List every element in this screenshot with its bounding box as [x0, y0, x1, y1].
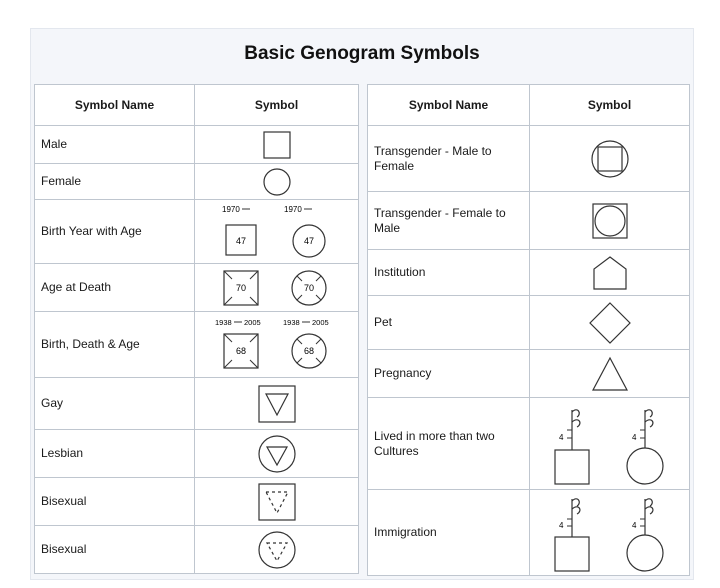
male-multiple-cultures-symbol — [555, 409, 589, 483]
table-header-row — [368, 85, 690, 126]
birth-year-label: 1970 — [221, 204, 240, 214]
symbol-name: Gay — [35, 378, 195, 430]
transgender-male-to-female-symbol — [590, 139, 630, 179]
symbol-name: Transgender - Male to Female — [368, 126, 530, 192]
table-header-row — [35, 85, 359, 126]
age-at-death-symbols — [202, 268, 352, 308]
male-birth-year-age-symbol — [222, 205, 256, 255]
female-multiple-cultures-symbol — [627, 409, 663, 483]
table-row — [35, 430, 359, 478]
column-header-symbol: Symbol — [195, 85, 359, 126]
male-deceased-symbol — [224, 271, 258, 305]
death-year-label: 2005 — [311, 317, 329, 327]
age-label: 68 — [303, 345, 314, 356]
table-row — [368, 296, 690, 350]
male-immigration-symbol — [555, 498, 589, 570]
symbol-name: Bisexual — [35, 526, 195, 574]
table-row — [368, 490, 690, 576]
table-row — [35, 264, 359, 312]
age-label: 70 — [235, 282, 246, 293]
bisexual-male-symbol — [257, 482, 297, 522]
culture-count-label: 4 — [558, 432, 563, 442]
table-row — [35, 126, 359, 164]
age-label: 70 — [303, 282, 314, 293]
male-birth-death-age-symbol — [215, 318, 261, 368]
symbol-name: Immigration — [368, 490, 530, 576]
table-row — [35, 312, 359, 378]
table-row — [368, 250, 690, 296]
age-label: 47 — [303, 235, 314, 246]
lesbian-symbol — [257, 434, 297, 474]
pregnancy-triangle-symbol — [590, 355, 630, 393]
death-year-label: 2005 — [243, 317, 261, 327]
symbol-name: Birth Year with Age — [35, 200, 195, 264]
column-header-symbol-name: Symbol Name — [35, 85, 195, 126]
table-row — [368, 398, 690, 490]
female-birth-year-age-symbol — [284, 205, 325, 257]
birth-year-label: 1970 — [283, 204, 302, 214]
culture-count-label: 4 — [631, 432, 636, 442]
symbol-name: Institution — [368, 250, 530, 296]
immigration-symbols — [535, 493, 685, 573]
table-row — [35, 200, 359, 264]
male-square-symbol — [262, 130, 292, 160]
table-row — [35, 526, 359, 574]
birth-year-label: 1938 — [214, 317, 232, 327]
female-birth-death-age-symbol — [283, 318, 329, 368]
table-row — [368, 126, 690, 192]
symbol-name: Lesbian — [35, 430, 195, 478]
table-row — [35, 478, 359, 526]
symbol-name: Age at Death — [35, 264, 195, 312]
pet-diamond-symbol — [588, 301, 632, 345]
age-label: 47 — [235, 235, 246, 246]
immigration-count-label: 4 — [558, 520, 563, 530]
left-symbol-table — [34, 84, 359, 574]
symbol-name: Birth, Death & Age — [35, 312, 195, 378]
female-deceased-symbol — [292, 271, 326, 305]
column-header-symbol-name: Symbol Name — [368, 85, 530, 126]
birth-death-age-symbols — [202, 316, 352, 374]
bisexual-female-symbol — [257, 530, 297, 570]
female-circle-symbol — [262, 167, 292, 197]
symbol-name: Transgender - Female to Male — [368, 192, 530, 250]
column-header-symbol: Symbol — [530, 85, 690, 126]
table-row — [35, 164, 359, 200]
transgender-female-to-male-symbol — [590, 201, 630, 241]
institution-pentagon-symbol — [590, 253, 630, 293]
symbol-name: Pet — [368, 296, 530, 350]
table-row — [368, 192, 690, 250]
birth-year-label: 1938 — [282, 317, 300, 327]
birth-year-age-symbols — [202, 203, 352, 261]
lived-in-multiple-cultures-symbols — [535, 402, 685, 486]
symbol-name: Female — [35, 164, 195, 200]
symbol-name: Male — [35, 126, 195, 164]
genogram-legend-panel — [30, 28, 694, 580]
symbol-name: Lived in more than two Cultures — [368, 398, 530, 490]
page-title: Basic Genogram Symbols — [244, 43, 480, 64]
table-row — [368, 350, 690, 398]
symbol-name: Bisexual — [35, 478, 195, 526]
table-row — [35, 378, 359, 430]
right-symbol-table — [367, 84, 690, 576]
symbol-name: Pregnancy — [368, 350, 530, 398]
immigration-count-label: 4 — [631, 520, 636, 530]
age-label: 68 — [235, 345, 246, 356]
female-immigration-symbol — [627, 498, 663, 570]
gay-symbol — [257, 384, 297, 424]
